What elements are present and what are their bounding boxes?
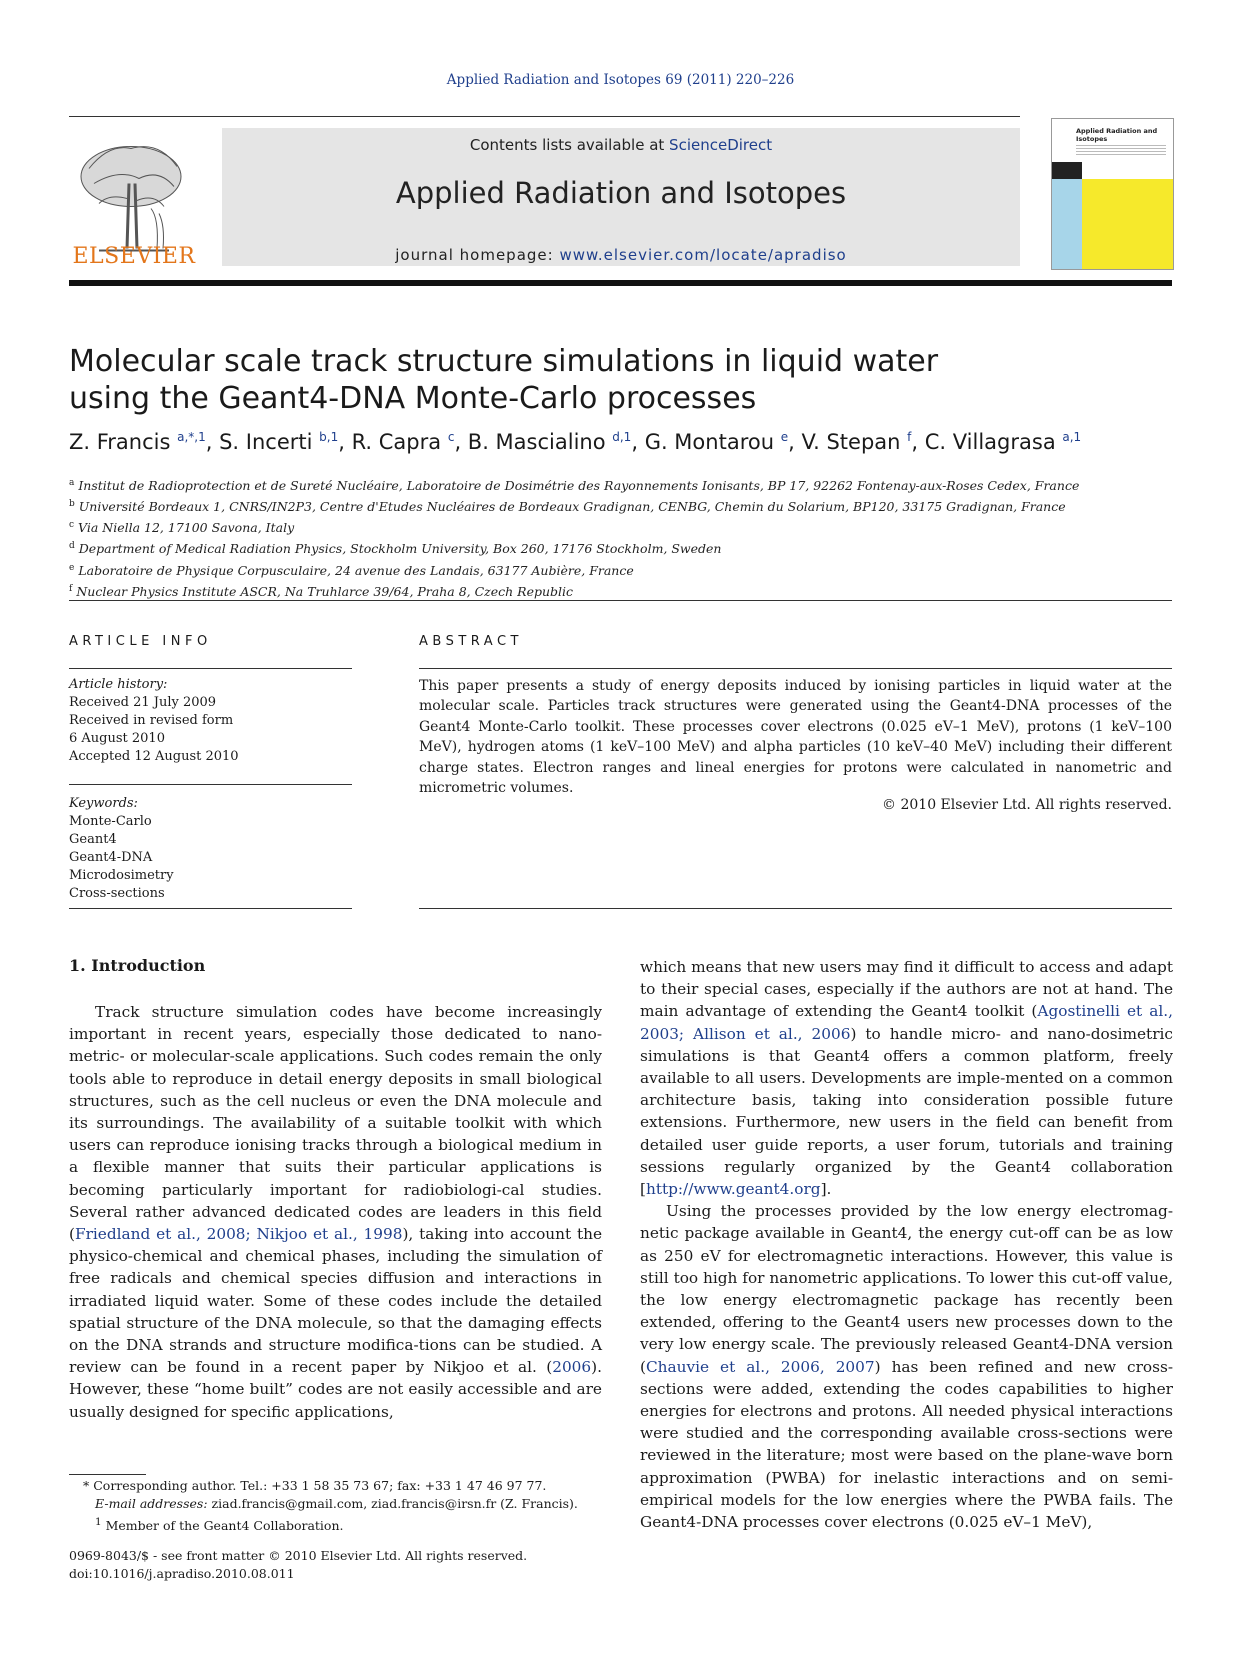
history-item: Accepted 12 August 2010 bbox=[69, 749, 239, 764]
journal-title: Applied Radiation and Isotopes bbox=[395, 176, 847, 210]
history-item: Received in revised form bbox=[69, 713, 234, 728]
title-line-1: Molecular scale track structure simulations in liquid water bbox=[69, 344, 939, 379]
article-info-heading: ARTICLE INFO bbox=[69, 634, 212, 649]
history-item: Received 21 July 2009 bbox=[69, 695, 217, 710]
keyword: Microdosimetry bbox=[69, 868, 174, 883]
citation-link[interactable]: Agostinelli et al., 2003; Allison et al., 2006 bbox=[640, 1002, 1173, 1043]
paragraph: which means that new users may find it difficult to access and adapt to their special cases, especially if the authors are not at hand. The main advantage of extending the Geant4 toolkit (Agostinelli et al., 2003; Allison et al., 2006) to handle micro- and nano-dosimetric simulations is that Geant4 offers a common platform, freely available to all users. Developments are imple-mented on a common architecture basis, taking into consideration possible future extensions. Furthermore, new users in the field can benefit from detailed user guide reports, a user forum, tutorials and training sessions regularly organized by the Geant4 collaboration [http://www.geant4.org]. bbox=[640, 958, 1173, 1199]
cover-dark-box bbox=[1052, 162, 1082, 179]
keyword: Geant4-DNA bbox=[69, 850, 153, 865]
citation-link[interactable]: 2006 bbox=[552, 1358, 592, 1377]
front-matter bbox=[69, 1547, 602, 1583]
abstract-copyright: © 2010 Elsevier Ltd. All rights reserved. bbox=[882, 797, 1172, 813]
keywords bbox=[69, 795, 352, 903]
header-thick-rule bbox=[69, 280, 1172, 286]
affiliations bbox=[69, 474, 1172, 601]
contents-prefix: Contents lists available at bbox=[469, 136, 670, 154]
issn-line: 0969-8043/$ - see front matter © 2010 Elsevier Ltd. All rights reserved. bbox=[69, 1548, 528, 1563]
author-list: Z. Francis $^{a,*,1}$, S. Incerti $^{b,1}$, R. Capra $^c$, B. Mascialino $^{d,1}$, G. Montarou $^e$, V. Stepan $^f$, C. Villagrasa $^{a,1}$ bbox=[69, 430, 1082, 454]
abstract-rule bbox=[419, 668, 1172, 669]
affiliation: $^b$ Université Bordeaux 1, CNRS/IN2P3, Centre d'Etudes Nucléaires de Bordeaux Gradignan, CENBG, Chemin du Solarium, BP120, 33175 Gradignan, France bbox=[69, 499, 1066, 515]
elsevier-wordmark: ELSEVIER bbox=[72, 244, 196, 269]
body-column-right bbox=[640, 956, 1173, 1533]
info-rule bbox=[69, 784, 352, 785]
author[interactable]: V. Stepan $^f$ bbox=[801, 430, 912, 454]
keyword: Geant4 bbox=[69, 832, 117, 847]
abstract-text: This paper presents a study of energy deposits induced by ionising particles in liquid water at the molecular scale. Particles track structures were generated using the Geant4-DNA processes of the Geant4 Monte-Carlo toolkit. These processes cover electrons (0.025 eV–1 MeV), protons (1 keV–100 MeV), hydrogen atoms (1 keV–100 MeV) and alpha particles (10 keV–40 MeV) including their different charge states. Electron ranges and lineal energies for protons were calculated in nanometric and micrometric volumes. bbox=[419, 678, 1172, 797]
paragraph: Track structure simulation codes have become increasingly important in recent years, especially those dedicated to nano-metric- or molecular-scale applications. Such codes remain the only tools able to reproduce in detail energy deposits in small biological structures, such as the cell nucleus or even the DNA molecule and its surroundings. The availability of a suitable toolkit with which users can reproduce ionising tracks through a biological medium in a flexible manner that suits their particular applications is becoming particularly important for radiobiologi-cal studies. Several rather advanced dedicated codes are leaders in this field (Friedland et al., 2008; Nikjoo et al., 1998), taking into account the physico-chemical and chemical phases, including the simulation of free radicals and chemical species diffusion and interactions in irradiated liquid water. Some of these codes include the detailed spatial structure of the DNA molecule, so that the damaging effects on the DNA strands and structure modifica-tions can be studied. A review can be found in a recent paper by Nikjoo et al. (2006). However, these “home built” codes are not easily accessible and are usually designed for specific applications, bbox=[69, 1003, 603, 1421]
body-column-left bbox=[69, 1001, 602, 1423]
abstract-heading: ABSTRACT bbox=[419, 634, 523, 649]
journal-reference[interactable]: Applied Radiation and Isotopes 69 (2011) 220–226 bbox=[446, 72, 795, 88]
footnotes bbox=[69, 1477, 602, 1535]
footnote-email: E-mail addresses: ziad.francis@gmail.com, ziad.francis@irsn.fr (Z. Francis). bbox=[95, 1496, 578, 1511]
sciencedirect-link[interactable]: ScienceDirect bbox=[669, 136, 773, 154]
author[interactable]: C. Villagrasa $^{a,1}$ bbox=[924, 430, 1082, 454]
history-item: 6 August 2010 bbox=[69, 731, 165, 746]
citation-link[interactable]: Chauvie et al., 2006, 2007 bbox=[645, 1357, 875, 1376]
footnote-member: $^1$ Member of the Geant4 Collaboration. bbox=[95, 1516, 344, 1534]
cover-title: Applied Radiation and Isotopes bbox=[1076, 127, 1158, 143]
journal-header-box bbox=[222, 128, 1020, 266]
affiliation: $^f$ Nuclear Physics Institute ASCR, Na Truhlarce 39/64, Praha 8, Czech Republic bbox=[69, 583, 574, 599]
keywords-label: Keywords: bbox=[69, 796, 138, 811]
article-history bbox=[69, 676, 352, 766]
affiliation: $^a$ Institut de Radioprotection et de Sureté Nucléaire, Laboratoire de Dosimétrie des Rayonnements Ionisants, BP 17, 92262 Fontenay-aux-Roses Cedex, France bbox=[69, 478, 1080, 494]
homepage-prefix: journal homepage: bbox=[395, 246, 560, 264]
doi-line[interactable]: doi:10.1016/j.apradiso.2010.08.011 bbox=[69, 1566, 295, 1581]
cover-yellow-panel bbox=[1082, 179, 1173, 269]
author[interactable]: Z. Francis $^{a,*,1}$ bbox=[69, 430, 206, 454]
citation-link[interactable]: Friedland et al., 2008; Nikjoo et al., 1998 bbox=[74, 1225, 403, 1244]
article-title bbox=[69, 343, 1069, 417]
paragraph: Using the processes provided by the low energy electromag-netic package available in Geant4, the energy cut-off can be as low as 250 eV for electromagnetic interactions. However, this value is still too high for nanometric applications. To lower this cut-off value, the low energy electromagnetic package has recently been extended, offering to the Geant4 users new processes down to the very low energy scale. The previously released Geant4-DNA version (Chauvie et al., 2006, 2007) has been refined and new cross-sections were added, extending the codes capabilities to higher energies for electrons and protons. All needed physical interactions were studied and the corresponding available cross-sections were reviewed in the literature; most were based on the plane-wave born approximation (PWBA) for inelastic interactions and on semi-empirical models for the low energies where the PWBA fails. The Geant4-DNA processes cover electrons (0.025 eV–1 MeV), bbox=[640, 1202, 1173, 1532]
affiliation: $^d$ Department of Medical Radiation Physics, Stockholm University, Box 260, 17176 Stockholm, Sweden bbox=[69, 541, 722, 557]
footnote-rule bbox=[69, 1474, 146, 1475]
keyword: Monte-Carlo bbox=[69, 814, 152, 829]
geant4-url-link[interactable]: http://www.geant4.org bbox=[645, 1180, 821, 1199]
affiliation: $^c$ Via Niella 12, 17100 Savona, Italy bbox=[69, 520, 295, 536]
author[interactable]: B. Mascialino $^{d,1}$ bbox=[467, 430, 632, 454]
homepage-line bbox=[222, 246, 1020, 264]
contents-line bbox=[222, 136, 1020, 154]
history-label: Article history: bbox=[69, 677, 168, 692]
cover-text-lines bbox=[1076, 145, 1166, 157]
author[interactable]: S. Incerti $^{b,1}$ bbox=[219, 430, 339, 454]
homepage-link[interactable]: www.elsevier.com/locate/apradiso bbox=[559, 246, 847, 264]
author[interactable]: R. Capra $^c$ bbox=[351, 430, 455, 454]
footnote-corresponding: * Corresponding author. Tel.: +33 1 58 35 73 67; fax: +33 1 47 46 97 77. bbox=[83, 1478, 547, 1493]
affiliation: $^e$ Laboratoire de Physique Corpusculaire, 24 avenue des Landais, 63177 Aubière, France bbox=[69, 562, 634, 578]
header-rule bbox=[69, 116, 1020, 117]
keyword: Cross-sections bbox=[69, 886, 165, 901]
section-heading-introduction: 1. Introduction bbox=[69, 956, 206, 975]
info-rule bbox=[69, 668, 352, 669]
info-rule bbox=[69, 908, 352, 909]
abstract-rule bbox=[419, 908, 1172, 909]
title-line-2: using the Geant4-DNA Monte-Carlo processes bbox=[69, 381, 757, 416]
journal-cover-thumbnail[interactable] bbox=[1051, 118, 1174, 270]
email-addresses[interactable]: ziad.francis@gmail.com, ziad.francis@irsn.fr (Z. Francis). bbox=[211, 1496, 578, 1511]
affiliation-rule bbox=[69, 600, 1172, 601]
author[interactable]: G. Montarou $^e$ bbox=[644, 430, 789, 454]
